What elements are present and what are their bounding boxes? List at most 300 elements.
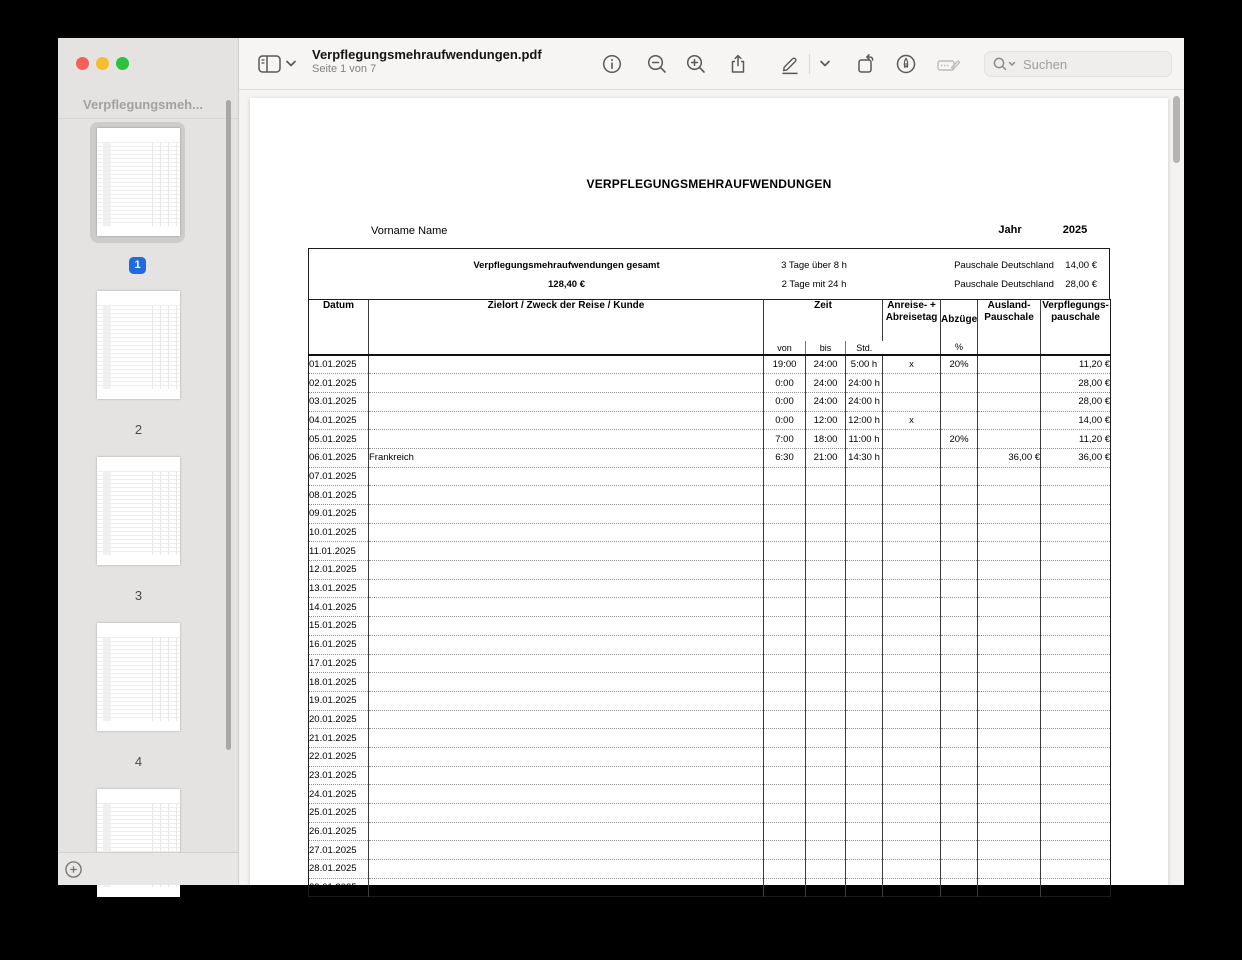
cell-date: 03.01.2025: [309, 392, 369, 411]
cell-std: 24:00 h: [846, 392, 883, 411]
cell-abzuege: 20%: [941, 430, 978, 449]
table-row: [309, 486, 1111, 505]
cell-date: 20.01.2025: [309, 710, 369, 729]
cell-anreise: [883, 635, 941, 654]
cell-pauschale: [1041, 673, 1111, 692]
cell-zielort: [369, 411, 764, 430]
cell-abzuege: [941, 617, 978, 636]
document-title: Verpflegungsmehraufwendungen.pdf: [312, 47, 542, 62]
summary-total-value: 128,40 €: [548, 279, 585, 290]
cell-zielort: [369, 542, 764, 561]
cell-zielort: [369, 785, 764, 804]
cell-anreise: [883, 729, 941, 748]
cell-bis: [806, 561, 846, 580]
cell-bis: [806, 467, 846, 486]
cell-bis: [806, 654, 846, 673]
table-row: [309, 430, 1111, 449]
page-thumbnail[interactable]: [97, 128, 180, 236]
cell-zielort: [369, 467, 764, 486]
cell-bis: [806, 542, 846, 561]
cell-anreise: [883, 561, 941, 580]
cell-anreise: [883, 392, 941, 411]
cell-std: [846, 841, 883, 860]
cell-abzuege: [941, 654, 978, 673]
draw-button[interactable]: [888, 46, 924, 82]
summary-box: [308, 248, 1110, 300]
cell-std: [846, 747, 883, 766]
cell-zielort: [369, 355, 764, 374]
col-header-abzuege-unit: %: [955, 341, 964, 352]
cell-anreise: [883, 598, 941, 617]
cell-abzuege: [941, 860, 978, 879]
cell-date: 14.01.2025: [309, 598, 369, 617]
cell-von: [764, 542, 806, 561]
cell-ausland: [978, 411, 1041, 430]
cell-zielort: [369, 747, 764, 766]
cell-von: 7:00: [764, 430, 806, 449]
cell-anreise: [883, 617, 941, 636]
cell-date: 28.01.2025: [309, 860, 369, 879]
cell-std: 5:00 h: [846, 355, 883, 374]
minimize-window-button[interactable]: [96, 57, 109, 70]
table-row: [309, 467, 1111, 486]
cell-von: [764, 579, 806, 598]
cell-pauschale: [1041, 747, 1111, 766]
cell-ausland: [978, 841, 1041, 860]
cell-zielort: [369, 841, 764, 860]
cell-abzuege: [941, 374, 978, 393]
table-row: [309, 766, 1111, 785]
cell-von: [764, 878, 806, 897]
cell-ausland: [978, 542, 1041, 561]
cell-pauschale: 28,00 €: [1041, 392, 1111, 411]
cell-anreise: [883, 860, 941, 879]
cell-abzuege: [941, 448, 978, 467]
table-body: [309, 355, 1111, 897]
pdf-page: [250, 98, 1168, 894]
cell-bis: 24:00: [806, 355, 846, 374]
summary-total-label: Verpflegungsmehraufwendungen gesamt: [473, 260, 660, 271]
expense-table: [308, 299, 1111, 898]
cell-von: [764, 654, 806, 673]
col-header-zeit: Zeit: [764, 299, 883, 341]
cell-anreise: [883, 448, 941, 467]
cell-ausland: [978, 673, 1041, 692]
cell-std: [846, 486, 883, 505]
cell-ausland: [978, 374, 1041, 393]
cell-std: [846, 598, 883, 617]
sidebar-bottom-bar: [58, 852, 238, 885]
sidebar-options-chevron[interactable]: [281, 46, 301, 82]
table-row: [309, 523, 1111, 542]
cell-pauschale: 36,00 €: [1041, 448, 1111, 467]
info-button[interactable]: [594, 46, 630, 82]
cell-abzuege: [941, 691, 978, 710]
cell-bis: [806, 729, 846, 748]
cell-zielort: [369, 486, 764, 505]
cell-pauschale: [1041, 766, 1111, 785]
document-scrollbar[interactable]: [1173, 96, 1180, 163]
cell-zielort: [369, 878, 764, 897]
cell-bis: [806, 691, 846, 710]
col-header-ausland-line1: Ausland-: [987, 299, 1031, 311]
cell-date: 01.01.2025: [309, 355, 369, 374]
cell-std: [846, 505, 883, 524]
cell-date: 15.01.2025: [309, 617, 369, 636]
selected-page-badge: 1: [129, 257, 146, 274]
cell-anreise: [883, 785, 941, 804]
table-row: [309, 355, 1111, 374]
cell-ausland: [978, 467, 1041, 486]
cell-abzuege: [941, 635, 978, 654]
cell-abzuege: [941, 561, 978, 580]
cell-von: 0:00: [764, 411, 806, 430]
cell-anreise: [883, 430, 941, 449]
cell-ausland: [978, 878, 1041, 897]
cell-zielort: [369, 523, 764, 542]
markup-button[interactable]: [772, 46, 808, 82]
pdf-year-label: Jahr: [998, 224, 1022, 236]
cell-abzuege: [941, 785, 978, 804]
page-number-label: 3: [134, 588, 143, 603]
cell-pauschale: [1041, 467, 1111, 486]
cell-bis: [806, 598, 846, 617]
cell-anreise: [883, 691, 941, 710]
col-header-vp: [1041, 299, 1111, 355]
page-thumbnail[interactable]: [97, 623, 180, 731]
table-row: [309, 729, 1111, 748]
cell-anreise: [883, 804, 941, 823]
cell-von: 6:30: [764, 448, 806, 467]
search-field[interactable]: [984, 51, 1172, 77]
cell-abzuege: [941, 822, 978, 841]
table-row: [309, 710, 1111, 729]
cell-bis: [806, 673, 846, 692]
cell-std: [846, 617, 883, 636]
cell-pauschale: 14,00 €: [1041, 411, 1111, 430]
cell-zielort: [369, 729, 764, 748]
page-thumbnail[interactable]: [97, 291, 180, 399]
cell-von: [764, 822, 806, 841]
summary-pauschale-label-1: Pauschale Deutschland: [954, 260, 1054, 271]
page-indicator: Seite 1 von 7: [312, 63, 377, 75]
col-header-anreise-line1: Anreise- +: [887, 299, 936, 311]
rotate-icon: [854, 52, 878, 76]
cell-von: [764, 598, 806, 617]
cell-von: [764, 729, 806, 748]
pdf-heading: VERPFLEGUNGSMEHRAUFWENDUNGEN: [586, 177, 832, 191]
cell-std: [846, 654, 883, 673]
cell-anreise: [883, 747, 941, 766]
share-button[interactable]: [720, 46, 756, 82]
cell-ausland: 36,00 €: [978, 448, 1041, 467]
cell-anreise: [883, 766, 941, 785]
cell-pauschale: [1041, 617, 1111, 636]
cell-std: [846, 710, 883, 729]
cell-pauschale: [1041, 785, 1111, 804]
cell-bis: [806, 878, 846, 897]
cell-von: [764, 561, 806, 580]
cell-std: 14:30 h: [846, 448, 883, 467]
cell-pauschale: [1041, 691, 1111, 710]
rotate-button[interactable]: [848, 46, 884, 82]
table-row: [309, 860, 1111, 879]
cell-pauschale: [1041, 841, 1111, 860]
subheader-std: Std.: [846, 341, 883, 355]
cell-ausland: [978, 766, 1041, 785]
close-window-button[interactable]: [76, 57, 89, 70]
cell-abzuege: [941, 486, 978, 505]
cell-std: [846, 729, 883, 748]
document-viewport: [239, 90, 1184, 894]
cell-ausland: [978, 710, 1041, 729]
pdf-table: [308, 248, 1110, 897]
cell-pauschale: [1041, 579, 1111, 598]
cell-date: 07.01.2025: [309, 467, 369, 486]
cell-zielort: [369, 710, 764, 729]
col-header-abzuege: [941, 299, 978, 355]
info-icon: [600, 52, 624, 76]
zoom-out-button[interactable]: [639, 46, 675, 82]
markup-dropdown-button[interactable]: [815, 46, 835, 82]
document-title-block: [312, 47, 542, 76]
cell-von: [764, 710, 806, 729]
pdf-year-value: 2025: [1062, 224, 1088, 236]
cell-von: [764, 635, 806, 654]
cell-date: 02.01.2025: [309, 374, 369, 393]
cell-date: 29.01.2025: [309, 878, 369, 897]
cell-abzuege: [941, 579, 978, 598]
cell-pauschale: [1041, 523, 1111, 542]
search-input[interactable]: [1021, 56, 1151, 73]
cell-std: [846, 467, 883, 486]
pdf-name-field: Vorname Name: [371, 225, 448, 237]
cell-pauschale: [1041, 860, 1111, 879]
table-row: [309, 747, 1111, 766]
cell-abzuege: [941, 878, 978, 897]
cell-ausland: [978, 654, 1041, 673]
cell-pauschale: [1041, 486, 1111, 505]
cell-pauschale: [1041, 822, 1111, 841]
cell-ausland: [978, 355, 1041, 374]
table-row: [309, 374, 1111, 393]
cell-bis: [806, 523, 846, 542]
cell-zielort: [369, 430, 764, 449]
table-row: [309, 542, 1111, 561]
cell-bis: [806, 635, 846, 654]
cell-zielort: Frankreich: [369, 448, 764, 467]
cell-bis: [806, 505, 846, 524]
cell-ausland: [978, 691, 1041, 710]
fill-form-button[interactable]: [931, 46, 967, 82]
cell-ausland: [978, 579, 1041, 598]
cell-ausland: [978, 804, 1041, 823]
cell-ausland: [978, 822, 1041, 841]
cell-pauschale: [1041, 729, 1111, 748]
cell-std: [846, 579, 883, 598]
cell-date: 19.01.2025: [309, 691, 369, 710]
table-row: [309, 878, 1111, 897]
cell-pauschale: [1041, 710, 1111, 729]
cell-ausland: [978, 430, 1041, 449]
chevron-down-icon: [819, 60, 831, 68]
cell-abzuege: [941, 505, 978, 524]
summary-days-24h: 2 Tage mit 24 h: [781, 279, 847, 290]
page-thumbnail[interactable]: [97, 457, 180, 565]
cell-ausland: [978, 486, 1041, 505]
cell-pauschale: 28,00 €: [1041, 374, 1111, 393]
col-header-vp-line1: Verpflegungs-: [1042, 299, 1109, 311]
cell-bis: [806, 822, 846, 841]
cell-von: [764, 841, 806, 860]
chevron-down-icon: [285, 60, 297, 68]
add-page-button[interactable]: [65, 861, 82, 878]
cell-anreise: [883, 841, 941, 860]
table-row: [309, 673, 1111, 692]
cell-date: 18.01.2025: [309, 673, 369, 692]
summary-pauschale-label-2: Pauschale Deutschland: [954, 279, 1054, 290]
zoom-in-button[interactable]: [678, 46, 714, 82]
cell-date: 26.01.2025: [309, 822, 369, 841]
cell-anreise: [883, 710, 941, 729]
toolbar: [239, 38, 1184, 90]
cell-zielort: [369, 598, 764, 617]
cell-anreise: [883, 579, 941, 598]
cell-std: 11:00 h: [846, 430, 883, 449]
cell-date: 21.01.2025: [309, 729, 369, 748]
table-row: [309, 448, 1111, 467]
cell-bis: [806, 617, 846, 636]
cell-anreise: [883, 467, 941, 486]
cell-abzuege: [941, 467, 978, 486]
fill-form-icon: [935, 52, 963, 76]
cell-abzuege: [941, 729, 978, 748]
col-header-ausland: [978, 299, 1041, 355]
col-header-vp-line2: pauschale: [1051, 311, 1100, 323]
cell-zielort: [369, 654, 764, 673]
share-icon: [726, 52, 750, 76]
cell-date: 09.01.2025: [309, 505, 369, 524]
cell-pauschale: 11,20 €: [1041, 430, 1111, 449]
cell-anreise: [883, 374, 941, 393]
cell-von: [764, 747, 806, 766]
subheader-bis: bis: [806, 341, 846, 355]
cell-abzuege: 20%: [941, 355, 978, 374]
sidebar-scrollbar[interactable]: [226, 100, 231, 750]
cell-bis: [806, 804, 846, 823]
cell-ausland: [978, 617, 1041, 636]
cell-bis: 24:00: [806, 392, 846, 411]
cell-pauschale: [1041, 804, 1111, 823]
cell-zielort: [369, 392, 764, 411]
cell-zielort: [369, 579, 764, 598]
cell-anreise: [883, 654, 941, 673]
zoom-window-button[interactable]: [116, 57, 129, 70]
cell-anreise: [883, 673, 941, 692]
cell-ausland: [978, 598, 1041, 617]
cell-bis: [806, 579, 846, 598]
cell-bis: [806, 766, 846, 785]
cell-date: 22.01.2025: [309, 747, 369, 766]
cell-date: 25.01.2025: [309, 804, 369, 823]
cell-von: [764, 617, 806, 636]
cell-zielort: [369, 766, 764, 785]
cell-ausland: [978, 523, 1041, 542]
cell-date: 13.01.2025: [309, 579, 369, 598]
table-row: [309, 392, 1111, 411]
cell-bis: 18:00: [806, 430, 846, 449]
cell-von: [764, 785, 806, 804]
cell-date: 17.01.2025: [309, 654, 369, 673]
cell-von: [764, 523, 806, 542]
cell-von: [764, 766, 806, 785]
cell-bis: [806, 841, 846, 860]
cell-std: [846, 804, 883, 823]
cell-zielort: [369, 635, 764, 654]
thumbnail-list: [58, 119, 238, 852]
cell-von: [764, 804, 806, 823]
cell-zielort: [369, 561, 764, 580]
cell-bis: 12:00: [806, 411, 846, 430]
draw-compass-icon: [894, 52, 918, 76]
cell-zielort: [369, 804, 764, 823]
cell-date: 16.01.2025: [309, 635, 369, 654]
cell-ausland: [978, 505, 1041, 524]
cell-abzuege: [941, 542, 978, 561]
col-header-abzuege-label: Abzüge: [941, 313, 978, 325]
cell-anreise: [883, 486, 941, 505]
table-row: [309, 411, 1111, 430]
col-header-anreise: [883, 299, 941, 355]
cell-anreise: x: [883, 355, 941, 374]
cell-ausland: [978, 785, 1041, 804]
cell-pauschale: [1041, 542, 1111, 561]
cell-von: [764, 467, 806, 486]
cell-bis: [806, 785, 846, 804]
cell-abzuege: [941, 766, 978, 785]
cell-anreise: [883, 542, 941, 561]
table-row: [309, 804, 1111, 823]
search-icon: [992, 56, 1018, 72]
cell-pauschale: [1041, 878, 1111, 897]
cell-std: [846, 822, 883, 841]
cell-pauschale: [1041, 654, 1111, 673]
cell-std: [846, 673, 883, 692]
cell-date: 10.01.2025: [309, 523, 369, 542]
cell-ausland: [978, 860, 1041, 879]
cell-ausland: [978, 747, 1041, 766]
col-header-zielort: Zielort / Zweck der Reise / Kunde: [369, 299, 764, 355]
table-row: [309, 691, 1111, 710]
cell-abzuege: [941, 804, 978, 823]
cell-std: [846, 523, 883, 542]
zoom-in-icon: [684, 52, 708, 76]
cell-ausland: [978, 635, 1041, 654]
cell-date: 12.01.2025: [309, 561, 369, 580]
table-row: [309, 561, 1111, 580]
summary-days-over-8h: 3 Tage über 8 h: [781, 260, 847, 271]
cell-pauschale: [1041, 635, 1111, 654]
cell-zielort: [369, 374, 764, 393]
cell-std: [846, 691, 883, 710]
cell-date: 04.01.2025: [309, 411, 369, 430]
cell-bis: [806, 486, 846, 505]
table-row: [309, 654, 1111, 673]
cell-ausland: [978, 729, 1041, 748]
cell-zielort: [369, 505, 764, 524]
cell-pauschale: 11,20 €: [1041, 355, 1111, 374]
cell-zielort: [369, 617, 764, 636]
